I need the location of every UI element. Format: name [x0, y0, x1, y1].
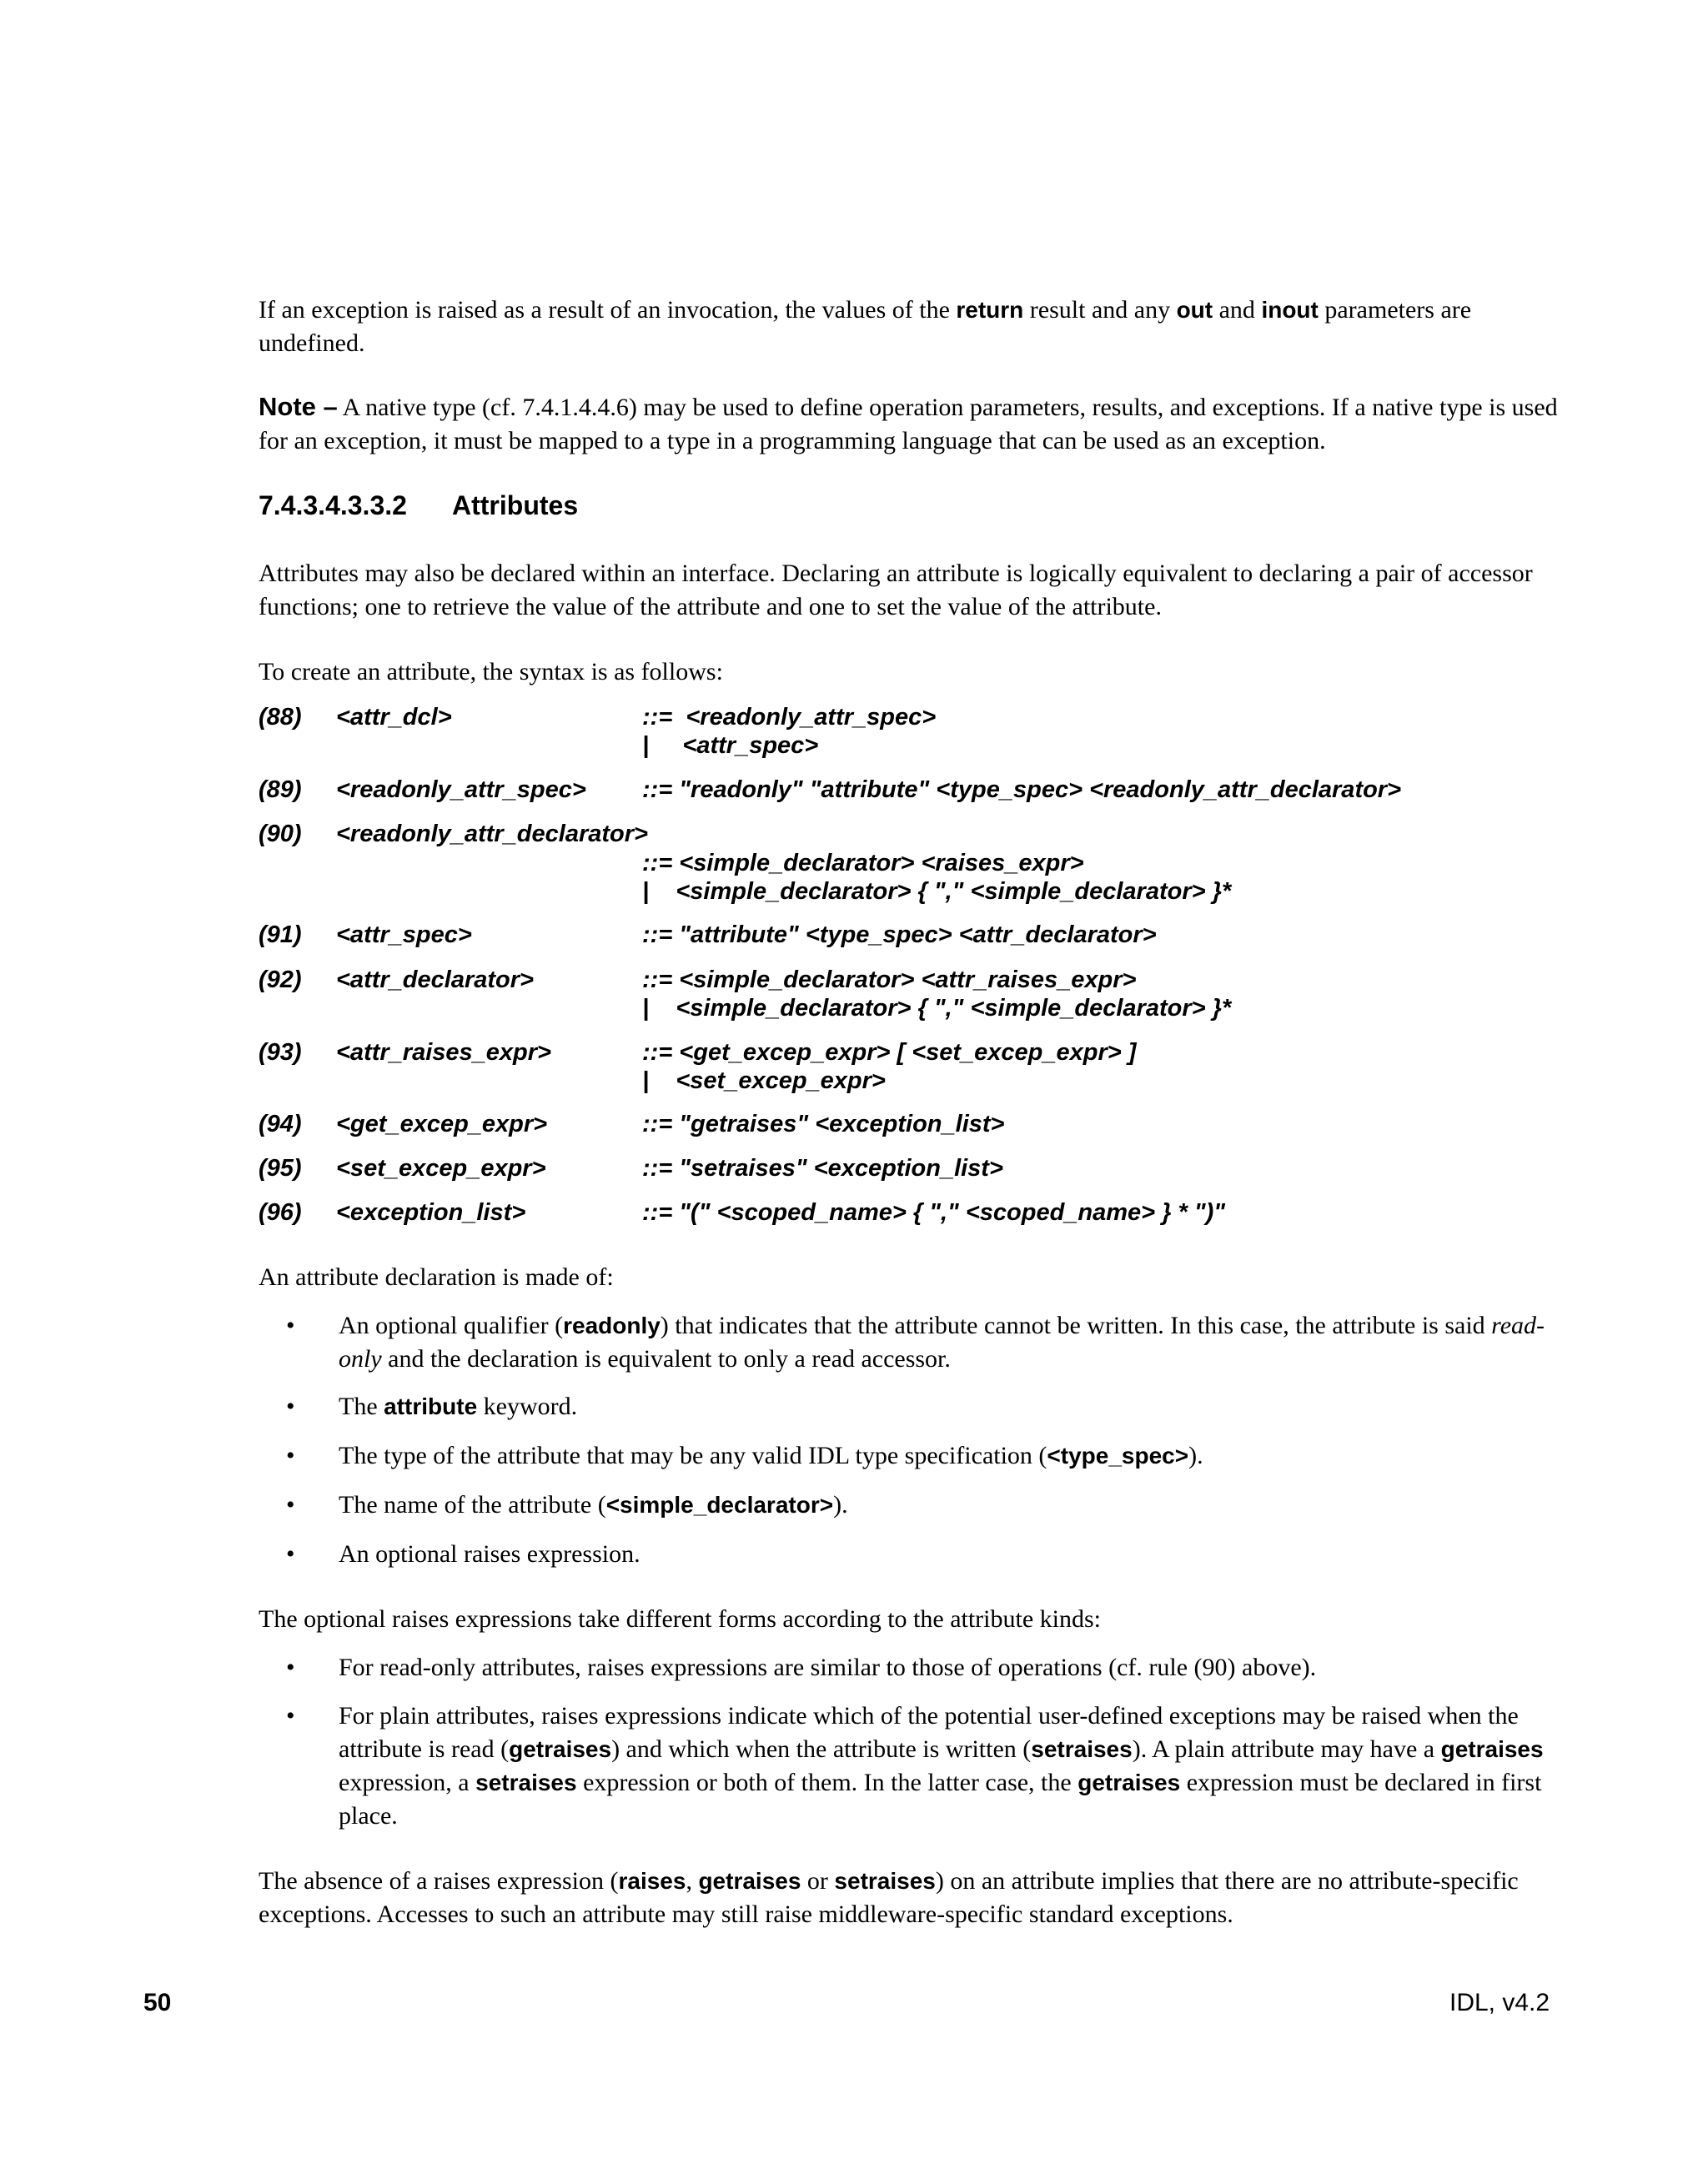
keyword-return: return — [956, 297, 1024, 323]
rule-name: <attr_raises_expr> — [336, 1039, 551, 1066]
rule-name: <readonly_attr_spec> — [336, 776, 586, 803]
text: result and any — [1023, 296, 1177, 324]
rule-alternative: | <simple_declarator> { "," <simple_declarator> }* — [642, 995, 1232, 1022]
text: ) on an attribute implies that there are no attribute-specific exceptions. Accesses to such an attribute may still raise middleware-specific standard exceptions. — [259, 1867, 1519, 1928]
rule-name: <exception_list> — [336, 1199, 526, 1226]
keyword: readonly — [563, 1313, 661, 1338]
text: expression or both of them. In the latter case, the — [576, 1769, 1078, 1796]
rule-name: <attr_spec> — [336, 921, 472, 948]
rule-definition: ::= "readonly" "attribute" <type_spec> <readonly_attr_declarator> — [642, 776, 1402, 803]
rule-number: (91) — [259, 921, 302, 948]
bullet-icon: • — [286, 1442, 295, 1469]
rule-name: <attr_declarator> — [336, 967, 534, 993]
rule-number: (96) — [259, 1199, 302, 1226]
rule-alternative: | <attr_spec> — [642, 732, 819, 759]
text: The type of the attribute that may be any valid IDL type specification ( — [339, 1442, 1047, 1469]
rule-number: (94) — [259, 1111, 302, 1137]
text: expression, a — [339, 1769, 476, 1796]
keyword-inout: inout — [1261, 297, 1319, 323]
rule-name: <attr_dcl> — [336, 704, 452, 731]
section-heading — [259, 490, 578, 521]
paragraph-declaration-intro: An attribute declaration is made of: — [259, 1263, 614, 1291]
keyword: raises — [618, 1868, 686, 1894]
rule-definition: ::= <simple_declarator> <raises_expr> — [642, 850, 1084, 876]
text: ). — [833, 1491, 848, 1519]
rule-number: (89) — [259, 776, 302, 803]
keyword: getraises — [509, 1736, 612, 1762]
text: and the declaration is equivalent to only a read accessor. — [381, 1345, 951, 1373]
text: ). A plain attribute may have a — [1132, 1735, 1441, 1763]
note-text: A native type (cf. 7.4.1.4.4.6) may be used to define operation parameters, results, and exceptions. If a native type is used for an exception, it must be mapped to a type in a programming language that can be used as an exception. — [259, 394, 1558, 454]
text: keyword. — [477, 1393, 578, 1420]
bullet-icon: • — [286, 1393, 295, 1420]
text: ) and which when the attribute is written ( — [611, 1735, 1032, 1763]
rule-number: (88) — [259, 704, 302, 731]
bullet-icon: • — [286, 1491, 295, 1519]
section-number: 7.4.3.4.3.3.2 — [259, 490, 407, 520]
keyword-out: out — [1176, 297, 1213, 323]
keyword: getraises — [698, 1868, 801, 1894]
note-paragraph — [259, 390, 1560, 458]
text: expression must be declared in first place. — [339, 1769, 1542, 1830]
keyword: getraises — [1440, 1736, 1544, 1762]
text: , — [686, 1867, 699, 1895]
bullet-icon: • — [286, 1702, 295, 1730]
paragraph-exception-results — [259, 294, 1560, 360]
keyword: <simple_declarator> — [605, 1492, 834, 1518]
paragraph-syntax-intro: To create an attribute, the syntax is as follows: — [259, 658, 723, 685]
rule-alternative: | <simple_declarator> { "," <simple_declarator> }* — [642, 878, 1232, 905]
rule-number: (92) — [259, 967, 302, 993]
document-id: IDL, v4.2 — [1449, 1989, 1550, 2016]
bullet-icon: • — [286, 1654, 295, 1681]
text: For read-only attributes, raises expressions are similar to those of operations (cf. rule (90) above). — [339, 1654, 1317, 1681]
text: The name of the attribute ( — [339, 1491, 606, 1519]
rule-name: <set_excep_expr> — [336, 1155, 546, 1182]
keyword: getraises — [1078, 1770, 1181, 1795]
text: The — [339, 1393, 384, 1420]
text: ) that indicates that the attribute cannot be written. In this case, the attribute is said — [660, 1312, 1492, 1339]
keyword: attribute — [384, 1393, 478, 1419]
keyword: setraises — [1031, 1736, 1133, 1762]
paragraph-attributes-intro: Attributes may also be declared within an interface. Declaring an attribute is logically equivalent to declaring a pair of accessor functions; one to retrieve the value of the attribute and one to set the value of the attribute. — [259, 560, 1533, 620]
rule-number: (90) — [259, 821, 302, 847]
rule-definition: ::= <simple_declarator> <attr_raises_expr> — [642, 967, 1137, 993]
keyword: setraises — [475, 1770, 577, 1795]
keyword: <type_spec> — [1047, 1443, 1189, 1469]
rule-definition: ::= <get_excep_expr> [ <set_excep_expr> ] — [642, 1039, 1137, 1066]
text: An optional raises expression. — [339, 1540, 640, 1568]
rule-definition: ::= <readonly_attr_spec> — [642, 704, 937, 731]
rule-number: (95) — [259, 1155, 302, 1182]
text: and — [1213, 296, 1262, 324]
text: An optional qualifier ( — [339, 1312, 564, 1339]
text: parameters are undefined. — [259, 296, 1472, 357]
note-label: Note – — [259, 392, 338, 421]
text: or — [801, 1867, 835, 1895]
text: ). — [1188, 1442, 1203, 1469]
rule-definition: ::= "setraises" <exception_list> — [642, 1155, 1003, 1182]
text: If an exception is raised as a result of an invocation, the values of the — [259, 296, 957, 324]
rule-definition: ::= "(" <scoped_name> { "," <scoped_name> } * ")" — [642, 1199, 1226, 1226]
rule-definition: ::= "getraises" <exception_list> — [642, 1111, 1005, 1137]
paragraph-raises-forms: The optional raises expressions take different forms according to the attribute kinds: — [259, 1605, 1101, 1633]
rule-name: <readonly_attr_declarator> — [336, 821, 648, 847]
page-number: 50 — [143, 1989, 172, 2016]
bullet-icon: • — [286, 1312, 295, 1339]
rule-definition: ::= "attribute" <type_spec> <attr_declarator> — [642, 921, 1157, 948]
text: For plain attributes, raises expressions indicate which of the potential user-defined exceptions may be raised when the attribute is read ( — [339, 1702, 1519, 1763]
section-title: Attributes — [452, 490, 579, 520]
rule-alternative: | <set_excep_expr> — [642, 1067, 886, 1094]
keyword: setraises — [834, 1868, 936, 1894]
italic-term: read-only — [339, 1312, 1545, 1373]
bullet-icon: • — [286, 1540, 295, 1568]
rule-number: (93) — [259, 1039, 302, 1066]
paragraph-absence-of-raises — [259, 1865, 1560, 1931]
text: The absence of a raises expression ( — [259, 1867, 619, 1895]
rule-name: <get_excep_expr> — [336, 1111, 548, 1137]
